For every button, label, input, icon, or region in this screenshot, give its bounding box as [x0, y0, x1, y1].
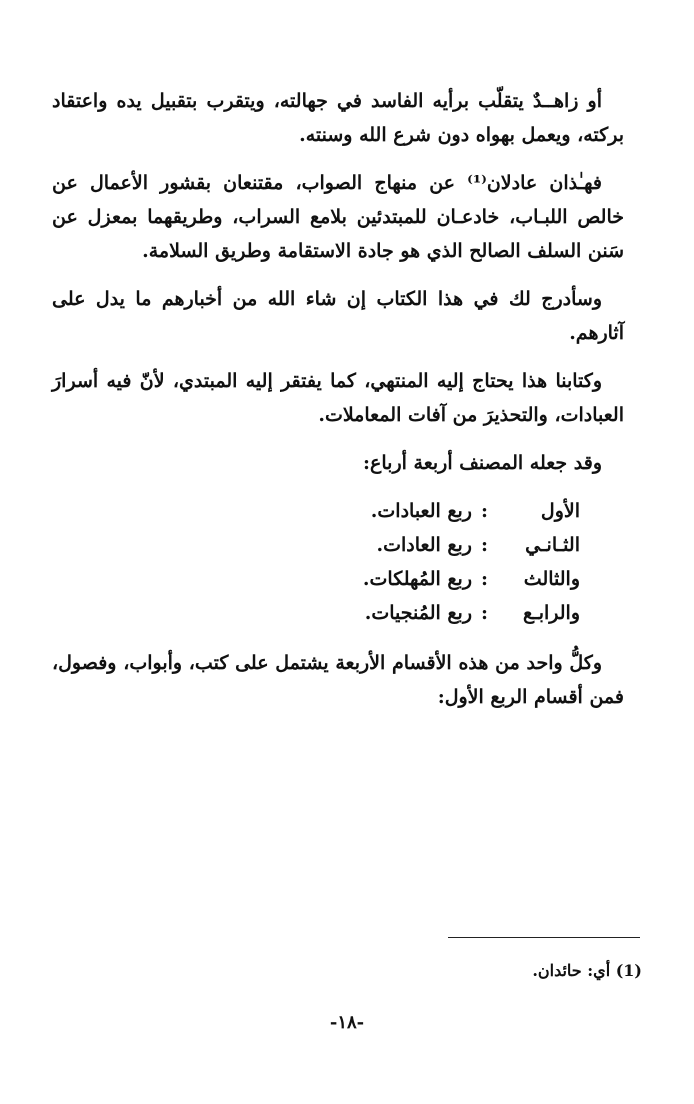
paragraph-4: وكتابنا هذا يحتاج إليه المنتهي، كما يفتقر إليه المبتدي، لأنّ فيه أسرارَ العبادات، والتحذيرَ من آفات المعاملات.	[52, 370, 624, 426]
list-item-value: ربع العادات.	[376, 534, 472, 556]
list-item-value: ربع المُنجيات.	[364, 602, 472, 624]
list-item-label: الثـانـي	[525, 534, 580, 556]
page-number: -١٨-	[329, 1012, 365, 1033]
paragraph-2: فهـٰذان عادلان⁽¹⁾ عن منهاج الصواب، مقتنعان بقشور الأعمال عن خالص اللبـاب، خادعـان للمبتدئين بلامع السراب، وطريقهما بمعزل عن سَنن السلف الصالح الذي هو جادة الاستقامة وطريق السلامة.	[52, 172, 624, 262]
quarters-list	[52, 494, 624, 630]
list-item-separator: :	[480, 534, 488, 556]
list-item	[52, 562, 580, 596]
list-item	[52, 494, 580, 528]
closing-paragraph: وكلُّ واحد من هذه الأقسام الأربعة يشتمل على كتب، وأبواب، وفصول، فمن أقسام الربع الأول:	[52, 652, 624, 708]
list-item-label: والثالث	[523, 568, 580, 590]
list-item-value: ربع العبادات.	[370, 500, 472, 522]
list-item-label: الأول	[540, 500, 580, 522]
list-item	[52, 596, 580, 630]
list-item-label: والرابـع	[523, 602, 580, 624]
list-item-separator: :	[480, 602, 488, 624]
list-item-separator: :	[480, 500, 488, 522]
list-item-value: ربع المُهلكات.	[362, 568, 472, 590]
paragraph-3: وسأدرج لك في هذا الكتاب إن شاء الله من أخبارهم ما يدل على آثارهم.	[52, 288, 624, 344]
list-item	[52, 528, 580, 562]
main-text	[52, 84, 624, 728]
paragraph-5: وقد جعله المصنف أربعة أرباع:	[363, 452, 602, 474]
footnote-divider	[448, 937, 640, 938]
footnote: (1) أي: حائدان.	[532, 961, 642, 980]
list-item-separator: :	[480, 568, 488, 590]
paragraph-1: أو زاهــدٌ يتقلّب برأيه الفاسد في جهالته، ويتقرب بتقبيل يده واعتقاد بركته، ويعمل بهواه دون شرع الله وسنته.	[52, 90, 624, 146]
